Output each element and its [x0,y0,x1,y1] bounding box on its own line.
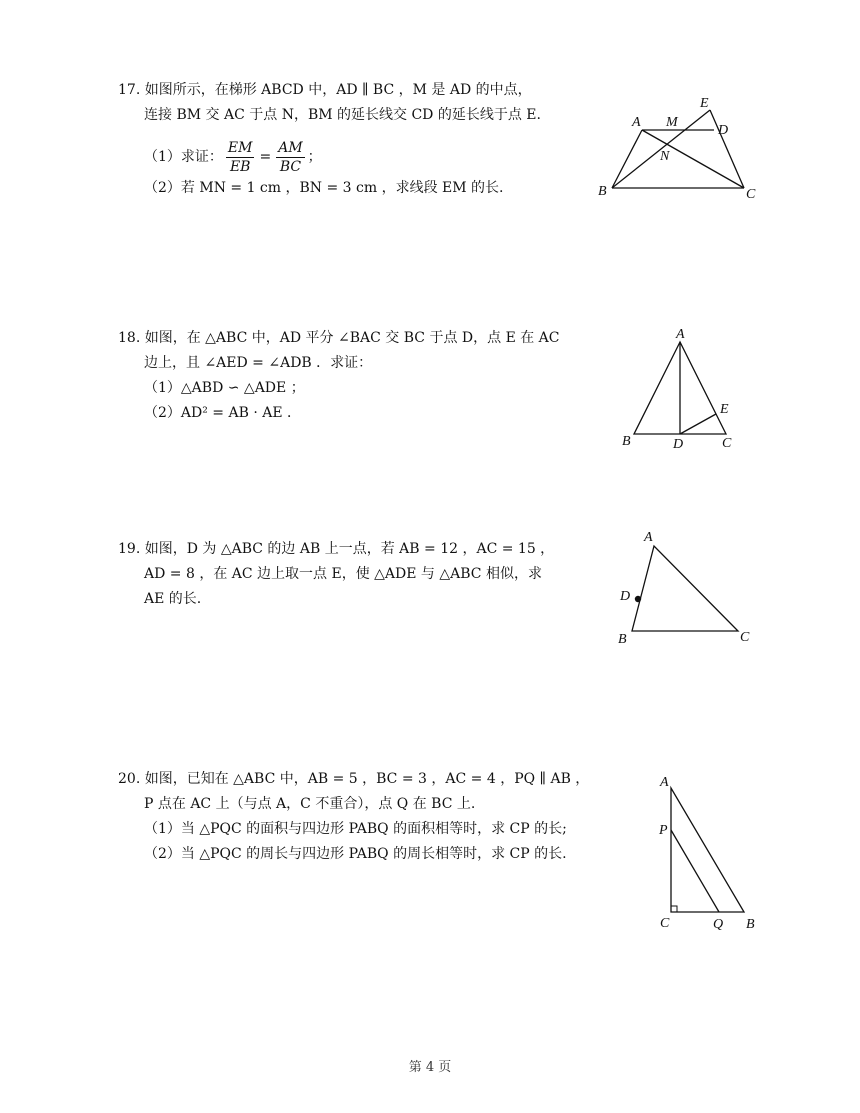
segment-pq [671,830,719,912]
label-b: B [618,632,627,647]
segment-de [680,414,716,434]
problem-17-part-1 [118,138,608,176]
label-a: A [660,775,669,790]
figure-19-triangle [614,528,764,650]
label-p: P [659,823,668,838]
segment-ab [612,130,642,188]
problem-19 [118,537,608,612]
problem-20 [118,767,608,867]
part-1-suffix: ； [307,149,322,165]
problem-17-part-2: （2）若 MN = 1 cm ，BN = 3 cm ，求线段 EM 的长. [144,180,504,196]
problem-19-line-3: AE 的长. [144,591,202,607]
problem-17 [118,78,608,201]
problem-20-part-1: （1）当 △PQC 的面积与四边形 PABQ 的面积相等时，求 CP 的长; [144,821,567,837]
label-d: D [718,123,729,138]
problem-18-line-1: 18. 如图，在 △ABC 中，AD 平分 ∠BAC 交 BC 于点 D，点 E 在 AC [118,330,560,346]
label-a: A [644,530,653,545]
problem-17-line-1: 17. 如图所示，在梯形 ABCD 中，AD ∥ BC ，M 是 AD 的中点， [118,82,532,98]
segment-ac [642,130,744,188]
problem-18-part-2: （2）AD² = AB · AE ． [144,405,302,421]
problem-18-line-2: 边上，且 ∠AED = ∠ADB ．求证： [144,355,373,371]
label-b: B [746,917,755,932]
figure-18-triangle [618,326,748,454]
fraction-em-eb [226,139,255,176]
triangle-abc [632,546,738,631]
label-b: B [598,184,607,199]
problem-17-line-2: 连接 BM 交 AC 于点 N，BM 的延长线交 CD 的延长线于点 E. [144,107,541,123]
problem-19-line-2: AD = 8 ，在 AC 边上取一点 E，使 △ADE 与 △ABC 相似，求 [144,566,542,582]
label-q: Q [713,917,724,932]
label-d: D [620,589,631,604]
label-a: A [632,115,641,130]
label-d: D [673,437,684,452]
problem-19-line-1: 19. 如图，D 为 △ABC 的边 AB 上一点，若 AB = 12 ，AC = 15 ， [118,541,555,557]
label-c: C [660,916,670,931]
label-b: B [622,434,631,449]
label-m: M [666,115,678,130]
figure-20-right-triangle [654,772,774,932]
point-d [635,596,641,602]
problem-18 [118,326,608,426]
label-n: N [660,149,670,164]
fraction-am-bc [276,139,304,176]
right-angle-mark [671,906,677,912]
problem-20-part-2: （2）当 △PQC 的周长与四边形 PABQ 的周长相等时，求 CP 的长. [144,846,567,862]
fraction-denominator: BC [279,158,302,175]
fraction-denominator: EB [229,158,251,175]
problem-20-line-2: P 点在 AC 上（与点 A，C 不重合），点 Q 在 BC 上. [144,796,476,812]
label-c: C [722,436,732,451]
problem-20-line-1: 20. 如图，已知在 △ABC 中，AB = 5 ，BC = 3 ，AC = 4 ，PQ ∥ AB ， [118,771,590,787]
problem-18-part-1: （1）△ABD ∽ △ADE ； [144,380,305,396]
segment-ce [710,110,744,188]
fraction-numerator: EM [227,139,253,156]
equals-sign: = [259,149,272,165]
label-e: E [700,96,709,111]
page-number: 第 4 页 [408,1060,452,1075]
part-1-prefix: （1）求证： [144,149,223,165]
label-c: C [746,187,756,202]
label-c: C [740,630,750,645]
fraction-numerator: AM [278,139,303,156]
label-a: A [676,327,685,342]
label-e: E [720,402,729,417]
figure-17-trapezoid [596,94,766,204]
